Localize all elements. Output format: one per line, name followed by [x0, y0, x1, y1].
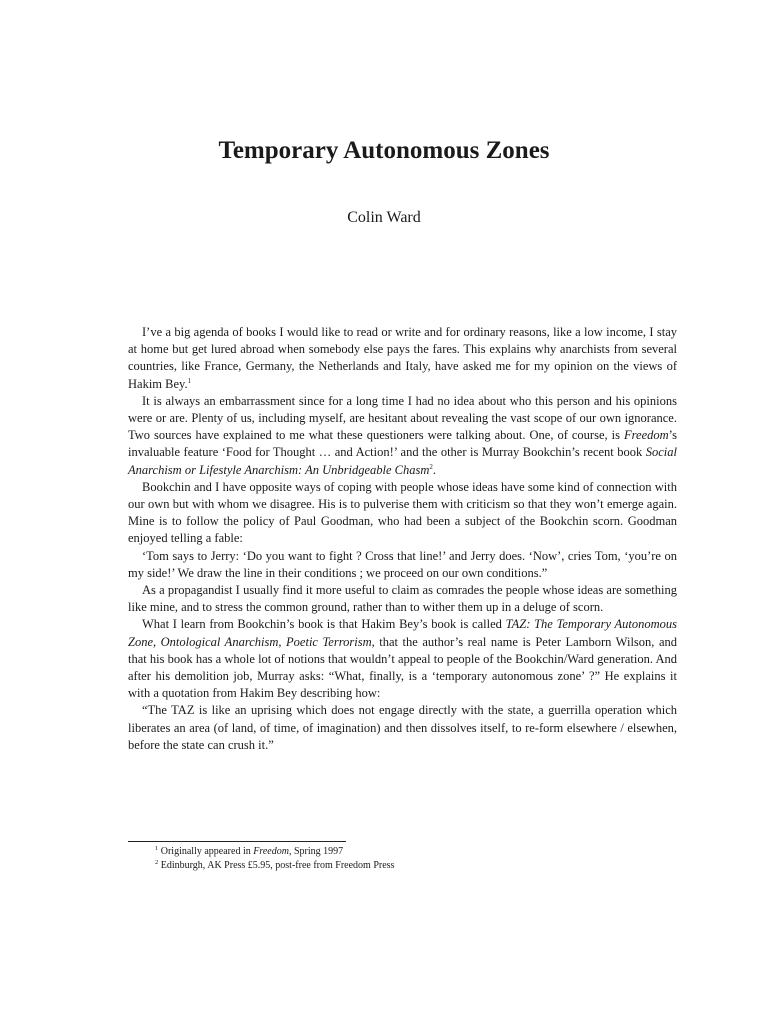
- paragraph-2: [128, 393, 677, 479]
- paragraph-6: [128, 616, 677, 702]
- paragraph-6-text-a: What I learn from Bookchin’s book is that Hakim Bey’s book is called: [142, 617, 506, 632]
- paragraph-2-text-a: It is always an embarrassment since for a long time I had no idea about who this person and his opinions were or are. Plenty of us, including myself, are hesitant about revealing the vast scope of our own ignorance. Two sources have explained to me what these questioners were talking about. One, of course, is: [128, 393, 677, 443]
- footnote-ref-2[interactable]: 2: [429, 462, 433, 471]
- footnote-1-rest: , Spring 1997: [288, 846, 344, 857]
- taz-book-title: TAZ: The Temporary Autonomous Zone, Ontological Anarchism, Poetic Terrorism: [128, 617, 677, 649]
- footnote-divider: [128, 841, 346, 842]
- footnote-1-text: Originally appeared in: [160, 846, 254, 857]
- footnote-2: [155, 859, 655, 873]
- footnotes: [155, 845, 655, 872]
- footnote-2-number: 2: [155, 858, 159, 866]
- paragraph-2-text-b: ’s invaluable feature ‘Food for Thought … and Action!’ and the other is Murray Bookchin’s recent book: [128, 428, 677, 460]
- footnote-ref-1[interactable]: 1: [187, 376, 192, 385]
- article-body: [128, 324, 677, 754]
- paragraph-3: Bookchin and I have opposite ways of coping with people whose ideas have some kind of connection with our own but with whom we disagree. His is to pulverise them with criticism so that they won’t emerge again. Mine is to follow the policy of Paul Goodman, who had been a subject of the Bookchin scorn. Goodman enjoyed telling a fable:: [128, 479, 677, 546]
- paragraph-5: As a propagandist I usually find it more useful to claim as comrades the people whose ideas are something like mine, and to stress the common ground, rather than to wither them up in a deluge of scorn.: [128, 583, 677, 615]
- paragraph-2-text-c: .: [432, 462, 436, 477]
- paragraph-1-text: I’ve a big agenda of books I would like to read or write and for ordinary reasons, like a low income, I stay at home but get lured abroad when somebody else pays the fares. This explains why anarchists from several countries, like France, Germany, the Netherlands and Italy, have asked me for my opinion on the views of Hakim Bey.: [128, 325, 677, 391]
- footnote-2-text: Edinburgh, AK Press £5.95, post-free from Freedom Press: [160, 859, 395, 871]
- paragraph-7: “The TAZ is like an uprising which does not engage directly with the state, a guerrilla operation which liberates an area (of land, of time, of imagination) and then dissolves itself, to re-form elsewhere / elsewhen, before the state can crush it.”: [128, 703, 677, 752]
- paragraph-1: [128, 324, 677, 393]
- paragraph-6-text-b: , that the author’s real name is Peter Lamborn Wilson, and that his book has a whole lot of notions that wouldn’t appeal to people of the Bookchin/Ward generation. And after his demolition job, Murray asks: “What, finally, is a ‘temporary autonomous zone’ ?” He explains it with a quotation from Hakim Bey describing how:: [128, 634, 677, 701]
- author-name: Colin Ward: [347, 209, 421, 226]
- footnote-1-number: 1: [155, 845, 159, 852]
- freedom-title: Freedom: [623, 428, 669, 443]
- footnote-1-italic: Freedom: [253, 846, 289, 857]
- paragraph-4: ‘Tom says to Jerry: ‘Do you want to fight ? Cross that line!’ and Jerry does. ‘Now’, cries Tom, ‘you’re on my side!’ We draw the line in their conditions ; we proceed on our own conditions.”: [128, 548, 677, 580]
- footnote-1: [155, 845, 655, 859]
- page-title: Temporary Autonomous Zones: [218, 137, 550, 164]
- bookchin-book-title: Social Anarchism or Lifestyle Anarchism: An Unbridgeable Chasm: [128, 445, 677, 477]
